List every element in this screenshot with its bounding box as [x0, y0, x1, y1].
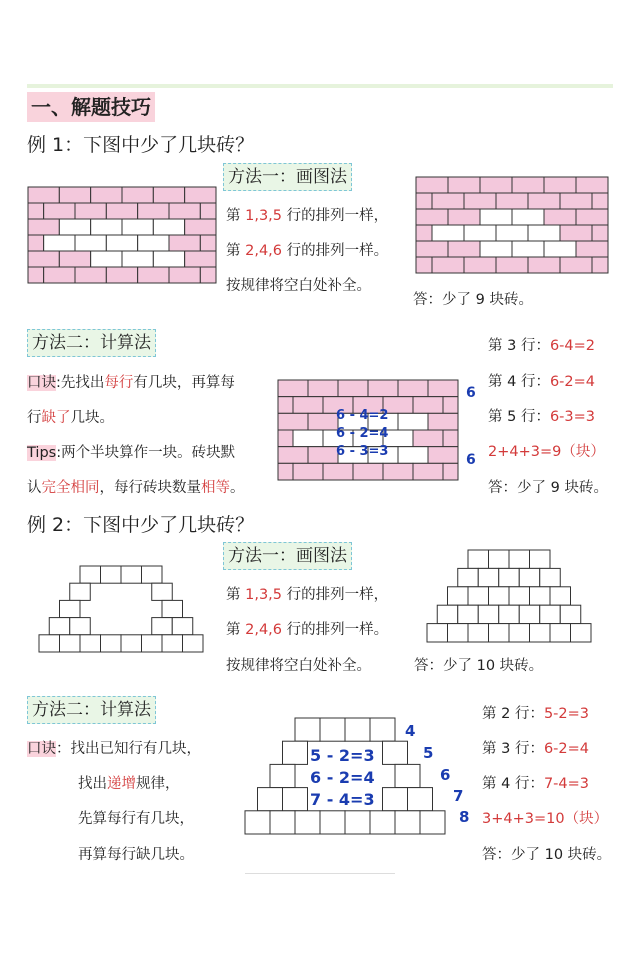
missing-brick — [480, 241, 512, 257]
brick — [464, 257, 496, 273]
brick — [448, 241, 480, 257]
brick — [28, 251, 59, 267]
brick — [200, 235, 216, 251]
brick — [550, 587, 571, 605]
example1-tip-line1: 口诀:先找出每行有几块，再算每 — [27, 375, 235, 391]
section-title: 一、解题技巧 — [27, 92, 155, 122]
brick — [489, 550, 510, 568]
example2-eq-3: 7 - 4=3 — [310, 790, 375, 809]
brick — [428, 413, 458, 430]
brick — [345, 718, 370, 741]
brick — [540, 568, 561, 586]
brick — [345, 811, 370, 834]
brick — [169, 235, 200, 251]
example1-question: 例 1：下图中少了几块砖？ — [27, 134, 255, 156]
brick — [28, 219, 59, 235]
brick — [308, 447, 338, 464]
brick — [458, 605, 479, 623]
brick — [138, 267, 169, 283]
brick — [443, 430, 458, 447]
brick — [44, 267, 75, 283]
missing-brick — [44, 235, 75, 251]
example1-row3: 第 3 行：6-4=2 — [488, 338, 596, 354]
brick — [320, 811, 345, 834]
brick — [283, 788, 308, 811]
brick — [121, 566, 142, 583]
brick — [323, 463, 353, 480]
example2-side-num-8: 8 — [459, 808, 470, 826]
missing-brick — [138, 235, 169, 251]
brick — [122, 187, 153, 203]
example2-side-num-5: 5 — [423, 744, 434, 762]
brick — [448, 587, 469, 605]
missing-brick — [544, 241, 576, 257]
missing-brick — [432, 225, 464, 241]
brick — [295, 811, 320, 834]
missing-brick — [122, 251, 153, 267]
brick — [370, 718, 395, 741]
example1-m1-line2: 第 2,4,6 行的排列一样。 — [226, 243, 389, 259]
brick — [320, 718, 345, 741]
brick — [509, 587, 530, 605]
brick — [278, 413, 308, 430]
example1-m1-line1: 第 1,3,5 行的排列一样， — [226, 208, 389, 224]
brick — [464, 193, 496, 209]
example1-eq-1: 6 - 4=2 — [336, 408, 389, 423]
brick — [592, 257, 608, 273]
missing-brick — [464, 225, 496, 241]
example2-tip-line3: 先算每行有几块， — [78, 811, 194, 827]
example1-answer2: 答：少了 9 块砖。 — [488, 480, 608, 496]
brick — [153, 187, 184, 203]
brick — [49, 618, 70, 635]
brick — [496, 193, 528, 209]
missing-brick — [91, 219, 122, 235]
example2-row3: 第 3 行：6-2=4 — [482, 741, 590, 757]
missing-brick — [293, 430, 323, 447]
brick — [428, 447, 458, 464]
example1-total: 2+4+3=9（块） — [488, 444, 605, 460]
brick — [395, 811, 420, 834]
example2-m1-line1: 第 1,3,5 行的排列一样， — [226, 587, 389, 603]
brick — [308, 413, 338, 430]
example1-eq-3: 6 - 3=3 — [336, 444, 389, 459]
brick — [416, 193, 432, 209]
brick — [278, 463, 293, 480]
brick — [70, 583, 91, 600]
brick — [448, 177, 480, 193]
brick — [530, 624, 551, 642]
brick — [480, 177, 512, 193]
brick — [75, 267, 106, 283]
example2-tip-line4: 再算每行缺几块。 — [78, 847, 194, 863]
brick — [270, 764, 295, 787]
example2-eq-1: 5 - 2=3 — [310, 746, 375, 765]
missing-brick — [528, 225, 560, 241]
brick — [528, 193, 560, 209]
brick — [560, 605, 581, 623]
missing-brick — [512, 241, 544, 257]
brick — [499, 605, 520, 623]
brick — [91, 187, 122, 203]
example1-row4: 第 4 行：6-2=4 — [488, 374, 596, 390]
brick — [245, 811, 270, 834]
brick — [370, 811, 395, 834]
brick — [142, 635, 163, 652]
brick — [432, 257, 464, 273]
brick — [448, 624, 469, 642]
brick — [413, 397, 443, 414]
brick — [408, 788, 433, 811]
example2-question: 例 2：下图中少了几块砖？ — [27, 514, 255, 536]
brick — [432, 193, 464, 209]
brick — [152, 618, 173, 635]
brick — [512, 177, 544, 193]
brick — [28, 203, 44, 219]
brick — [448, 209, 480, 225]
brick — [544, 177, 576, 193]
brick — [383, 788, 408, 811]
brick — [172, 618, 193, 635]
brick — [353, 463, 383, 480]
brick — [28, 235, 44, 251]
brick — [468, 550, 489, 568]
brick — [560, 193, 592, 209]
example2-method1-title: 方法一：画图法 — [223, 542, 352, 570]
brick — [106, 267, 137, 283]
brick — [478, 568, 499, 586]
example1-eq-2: 6 - 2=4 — [336, 426, 389, 441]
brick — [101, 566, 122, 583]
brick — [443, 397, 458, 414]
brick — [39, 635, 60, 652]
example2-row2: 第 2 行：5-2=3 — [482, 706, 590, 722]
brick — [308, 380, 338, 397]
brick — [540, 605, 561, 623]
brick — [398, 380, 428, 397]
brick — [416, 209, 448, 225]
brick — [530, 587, 551, 605]
missing-brick — [122, 219, 153, 235]
brick — [338, 380, 368, 397]
brick — [544, 209, 576, 225]
example2-answer2: 答：少了 10 块砖。 — [482, 847, 612, 863]
brick — [59, 251, 90, 267]
brick — [478, 605, 499, 623]
brick — [420, 811, 445, 834]
brick — [278, 380, 308, 397]
missing-brick — [91, 251, 122, 267]
example1-tips-line2: 认完全相同，每行砖块数量相等。 — [27, 480, 245, 496]
example2-tip-line2: 找出递增规律， — [78, 776, 180, 792]
missing-brick — [512, 209, 544, 225]
brick — [278, 397, 293, 414]
brick — [101, 635, 122, 652]
example1-side-num-bottom: 6 — [466, 452, 476, 468]
brick — [70, 618, 91, 635]
brick — [162, 600, 183, 617]
brick — [80, 635, 101, 652]
example2-row4: 第 4 行：7-4=3 — [482, 776, 590, 792]
example1-method2-title: 方法二：计算法 — [27, 329, 156, 357]
brick — [152, 583, 173, 600]
example2-tip-line1: 口诀：找出已知行有几块， — [27, 741, 201, 757]
bottom-separator — [245, 873, 395, 874]
brick — [368, 380, 398, 397]
brick — [200, 203, 216, 219]
brick — [576, 241, 608, 257]
brick — [383, 463, 413, 480]
example1-row5: 第 5 行：6-3=3 — [488, 409, 596, 425]
brick — [571, 624, 592, 642]
brick — [416, 257, 432, 273]
brick — [185, 251, 216, 267]
brick — [278, 447, 308, 464]
missing-brick — [480, 209, 512, 225]
brick — [550, 624, 571, 642]
brick — [183, 635, 204, 652]
brick — [185, 219, 216, 235]
brick — [530, 550, 551, 568]
brick — [28, 187, 59, 203]
brick — [443, 463, 458, 480]
brick — [576, 209, 608, 225]
brick — [162, 635, 183, 652]
brick — [278, 430, 293, 447]
example2-m1-line3: 按规律将空白处补全。 — [226, 658, 371, 674]
brick — [592, 193, 608, 209]
example2-method2-title: 方法二：计算法 — [27, 696, 156, 724]
brick — [142, 566, 163, 583]
example1-m1-answer: 答：少了 9 块砖。 — [413, 292, 533, 308]
example2-m1-answer: 答：少了 10 块砖。 — [414, 658, 544, 674]
brick — [258, 788, 283, 811]
example2-m1-line2: 第 2,4,6 行的排列一样。 — [226, 622, 389, 638]
missing-brick — [398, 413, 428, 430]
brick — [295, 718, 320, 741]
example2-side-num-6: 6 — [440, 766, 451, 784]
brick — [496, 257, 528, 273]
top-divider — [27, 84, 613, 88]
brick — [185, 187, 216, 203]
brick — [427, 624, 448, 642]
example2-total: 3+4+3=10（块） — [482, 811, 609, 827]
brick — [59, 187, 90, 203]
brick — [528, 257, 560, 273]
brick — [200, 267, 216, 283]
brick — [293, 397, 323, 414]
example1-m1-line3: 按规律将空白处补全。 — [226, 278, 371, 294]
brick — [576, 177, 608, 193]
brick — [413, 430, 443, 447]
brick — [489, 587, 510, 605]
brick — [468, 624, 489, 642]
brick — [44, 203, 75, 219]
brick — [416, 225, 432, 241]
example1-tip-line2: 行缺了几块。 — [27, 410, 114, 426]
brick — [28, 267, 44, 283]
brick — [383, 741, 408, 764]
brick — [468, 587, 489, 605]
brick — [395, 764, 420, 787]
missing-brick — [75, 235, 106, 251]
example1-method1-title: 方法一：画图法 — [223, 163, 352, 191]
brick — [138, 203, 169, 219]
missing-brick — [106, 235, 137, 251]
missing-brick — [398, 447, 428, 464]
brick — [519, 568, 540, 586]
brick — [169, 267, 200, 283]
example2-pyramid-incomplete — [28, 566, 214, 652]
example1-wall-complete — [416, 177, 608, 273]
missing-brick — [153, 251, 184, 267]
brick — [592, 225, 608, 241]
brick — [416, 177, 448, 193]
example1-wall-incomplete — [28, 187, 216, 283]
example2-pyramid-complete — [416, 550, 602, 642]
example1-tips-line1: Tips:两个半块算作一块。砖块默 — [27, 445, 236, 461]
brick — [106, 203, 137, 219]
brick — [428, 380, 458, 397]
example1-side-num-top: 6 — [466, 385, 476, 401]
brick — [489, 624, 510, 642]
brick — [499, 568, 520, 586]
brick — [519, 605, 540, 623]
brick — [60, 635, 81, 652]
brick — [413, 463, 443, 480]
brick — [458, 568, 479, 586]
brick — [293, 463, 323, 480]
example2-side-num-4: 4 — [405, 722, 416, 740]
brick — [509, 624, 530, 642]
missing-brick — [496, 225, 528, 241]
brick — [60, 600, 81, 617]
brick — [270, 811, 295, 834]
brick — [283, 741, 308, 764]
brick — [75, 203, 106, 219]
missing-brick — [153, 219, 184, 235]
brick — [509, 550, 530, 568]
example2-eq-2: 6 - 2=4 — [310, 768, 375, 787]
brick — [437, 605, 458, 623]
brick — [121, 635, 142, 652]
example2-side-num-7: 7 — [453, 787, 464, 805]
brick — [169, 203, 200, 219]
brick — [560, 225, 592, 241]
missing-brick — [59, 219, 90, 235]
brick — [416, 241, 448, 257]
brick — [80, 566, 101, 583]
brick — [560, 257, 592, 273]
